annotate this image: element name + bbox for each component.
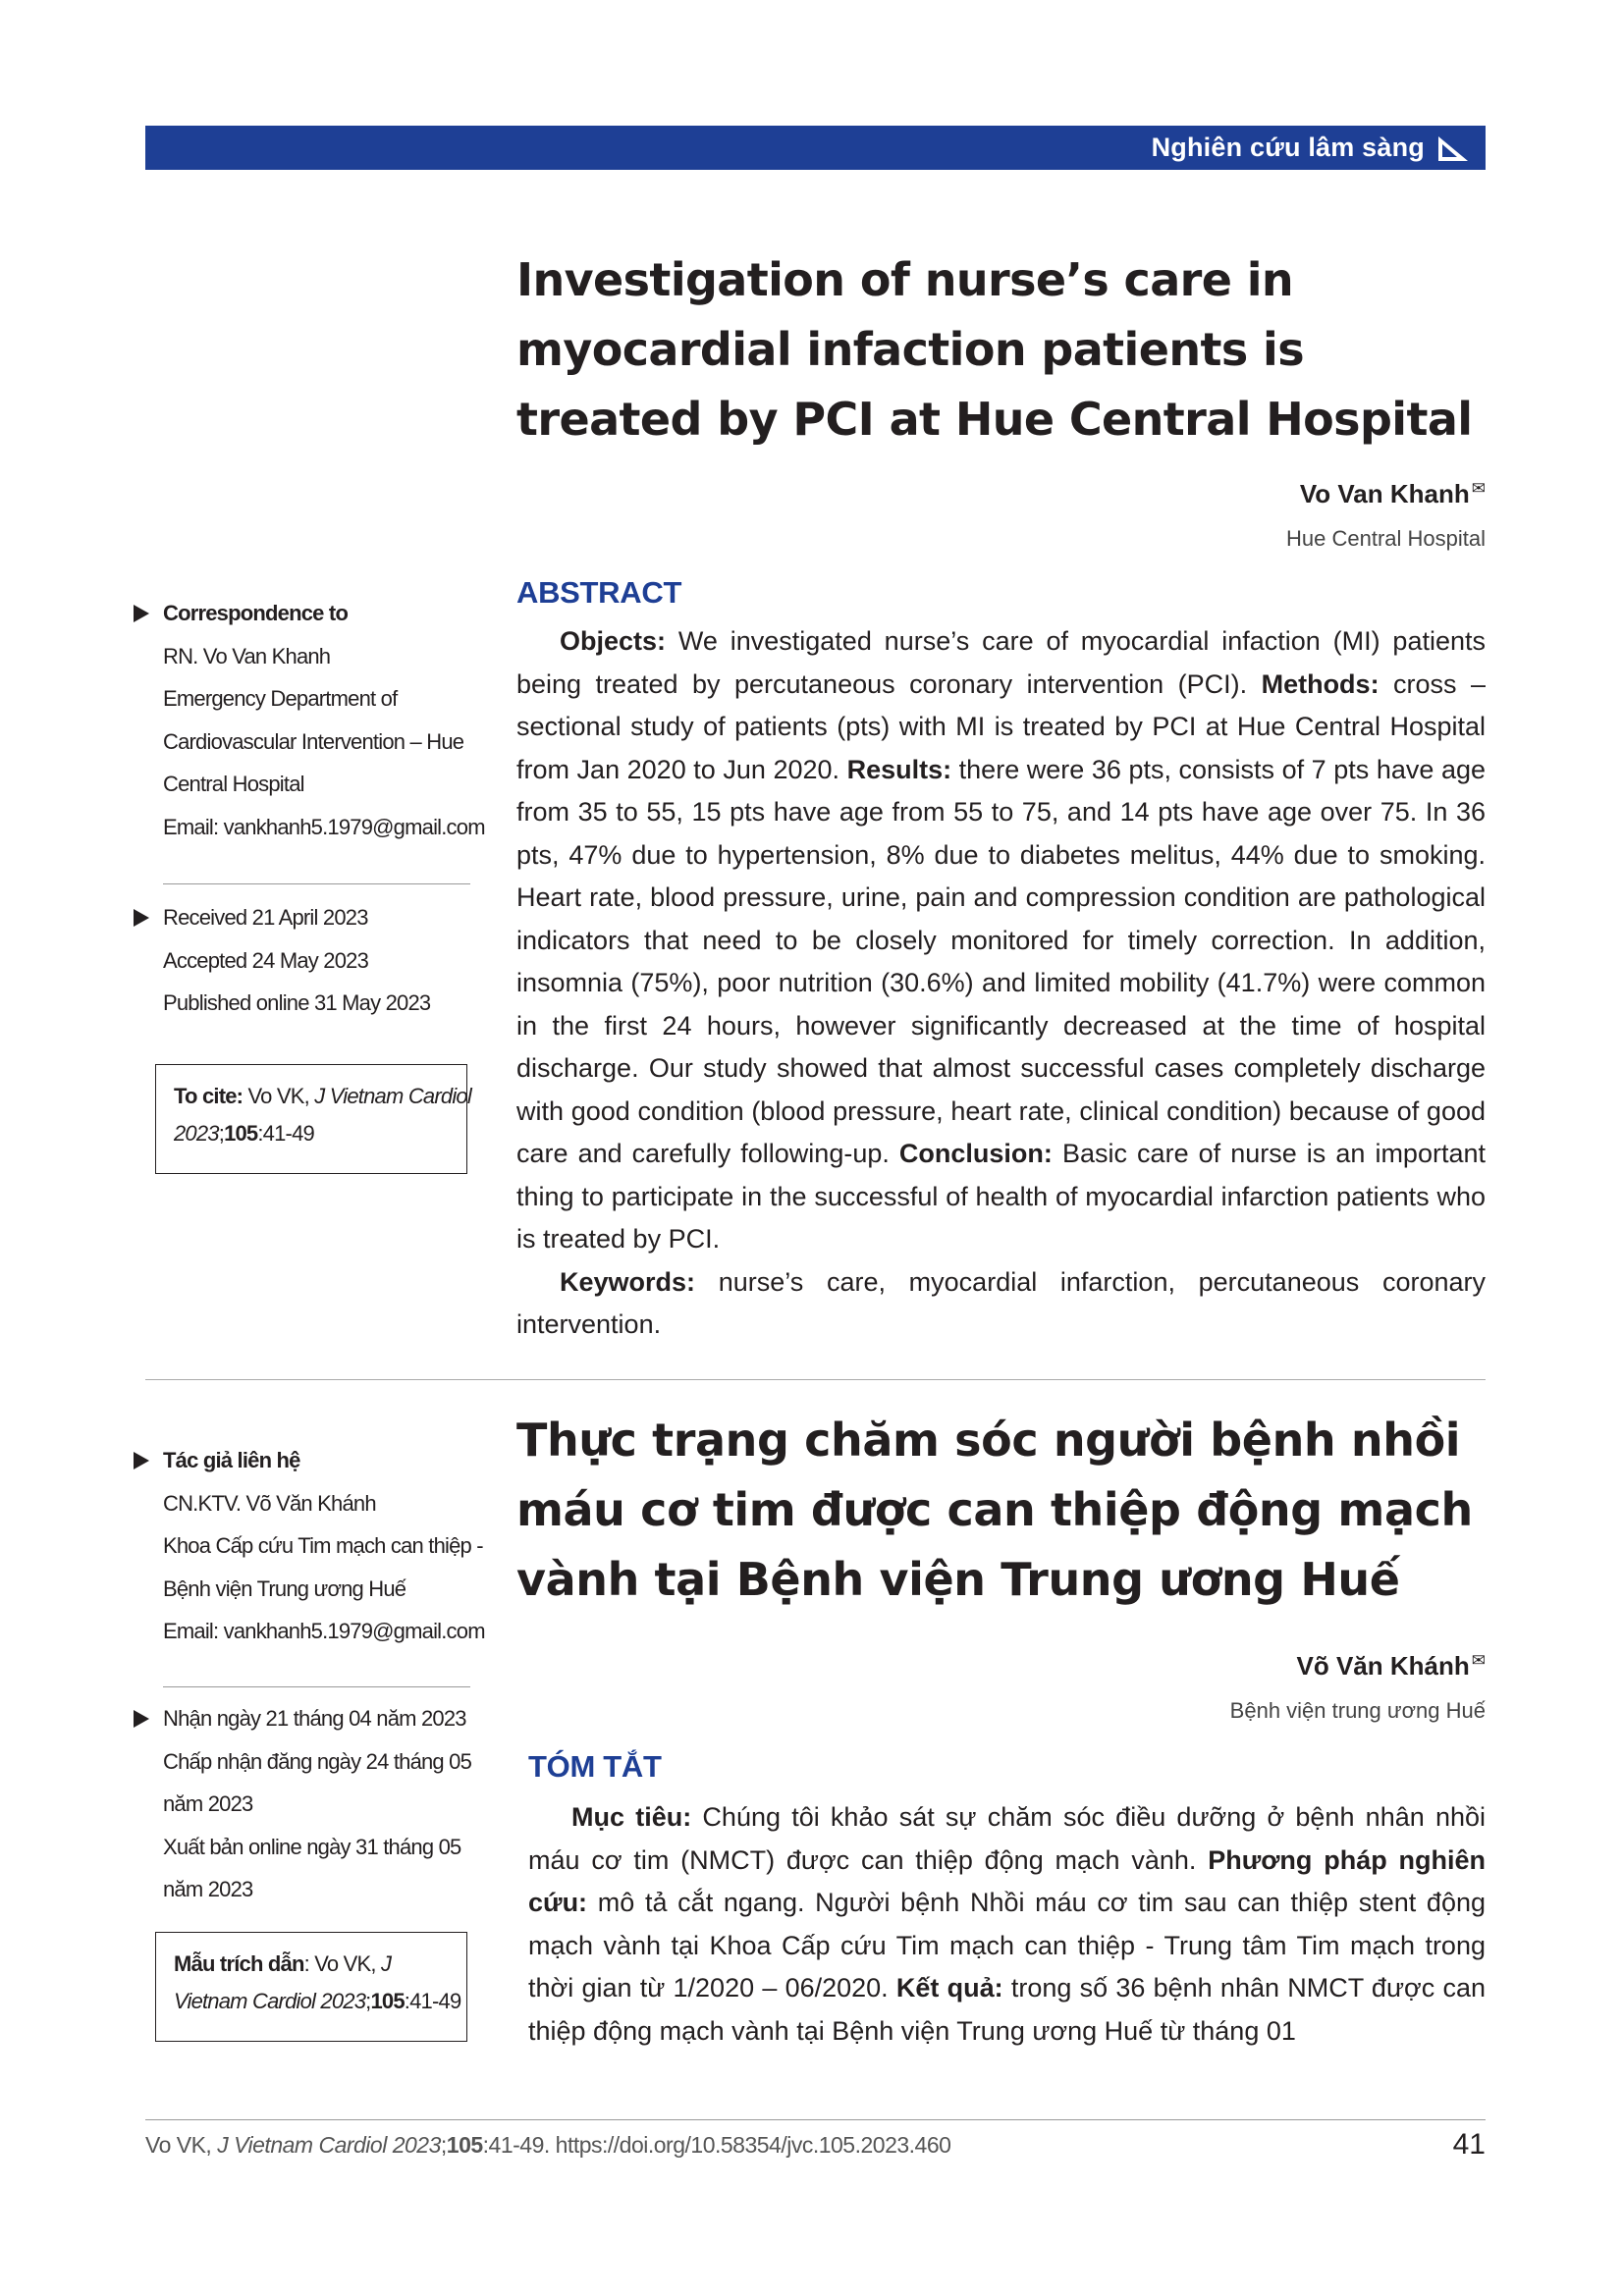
contact-label: Tác giả liên hệ [132,1439,470,1482]
contact-line: Khoa Cấp cứu Tim mạch can thiệp - [163,1533,483,1558]
published-date-vn: năm 2023 [163,1877,253,1901]
citation-box-en: To cite: Vo VK, J Vietnam Cardiol 2023;105:41-49 [155,1064,467,1174]
article-title-en: Investigation of nurse’s care in myocardial infaction patients is treated by PCI at Hue Central Hospital [516,253,1473,446]
section-label: Nghiên cứu lâm sàng [1151,133,1425,162]
abstract-body [516,620,1486,1347]
keywords-paragraph: Keywords: nurse’s care, myocardial infarction, percutaneous coronary intervention. [516,1266,1486,1339]
dates-block [132,896,470,1025]
author-name-vn: Võ Văn Khánh ✉ [1296,1651,1486,1681]
correspondence-line: RN. Vo Van Khanh [163,643,331,668]
summary-body [528,1796,1486,2053]
received-date-vn: Nhận ngày 21 tháng 04 năm 2023 [132,1697,470,1740]
published-date-vn: Xuất bản online ngày 31 tháng 05 [163,1834,461,1859]
section-divider [145,1379,1486,1380]
corner-triangle-icon [1436,133,1470,163]
summary-paragraph: Mục tiêu: Chúng tôi khảo sát sự chăm sóc điều dưỡng ở bệnh nhân nhồi máu cơ tim (NMCT) được can thiệp động mạch vành. Phương pháp nghiên cứu: mô tả cắt ngang. Người bệnh Nhồi máu cơ tim sau can thiệp stent động mạch vành tại Khoa Cấp cứu Tim mạch can thiệp - Trung tâm Tim mạch trong thời gian từ 1/2020 – 06/2020. Kết quả: trong số 36 bệnh nhân NMCT được can thiệp động mạch vành tại Bệnh viện Trung ương Huế từ tháng 01 [528,1802,1486,2046]
contact-line: Bệnh viện Trung ương Huế [163,1575,406,1601]
footer-citation: Vo VK, J Vietnam Cardiol 2023;105:41-49. https://doi.org/10.58354/jvc.105.2023.460 [145,2132,951,2158]
affiliation-en: Hue Central Hospital [1286,526,1486,551]
triangle-bullet-icon [134,1710,149,1728]
triangle-bullet-icon [134,1452,149,1469]
accepted-date-vn: Chấp nhận đăng ngày 24 tháng 05 [163,1748,472,1774]
triangle-bullet-icon [134,909,149,927]
correspondence-line: Central Hospital [163,772,304,796]
correspondence-label: Correspondence to [132,592,470,635]
sidebar-divider [163,1686,470,1687]
accepted-date-vn: năm 2023 [163,1791,253,1816]
correspondence-line: Emergency Department of [163,686,398,711]
contact-line: CN.KTV. Võ Văn Khánh [163,1490,376,1516]
section-banner [145,126,1486,170]
sidebar-divider [163,883,470,884]
published-date: Published online 31 May 2023 [163,990,431,1015]
affiliation-vn: Bệnh viện trung ương Huế [1229,1698,1486,1723]
dates-block-vn [132,1697,470,1911]
footer-rule [145,2119,1486,2120]
received-date: Received 21 April 2023 [132,896,470,939]
envelope-icon: ✉ [1471,1651,1486,1670]
author-name-en: Vo Van Khanh ✉ [1299,479,1486,508]
correspondence-block [132,592,485,848]
page-number: 41 [1452,2128,1486,2161]
abstract-heading: ABSTRACT [516,575,682,610]
summary-heading: TÓM TẮT [528,1749,662,1784]
article-title-vn: Thực trạng chăm sóc người bệnh nhồi máu cơ tim được can thiệp động mạch vành tại Bệnh viện Trung ương Huế [516,1414,1473,1606]
correspondence-email: Email: vankhanh5.1979@gmail.com [163,814,485,839]
contact-email: Email: vankhanh5.1979@gmail.com [163,1619,485,1643]
correspondence-line: Cardiovascular Intervention – Hue [163,728,464,754]
accepted-date: Accepted 24 May 2023 [163,947,369,973]
triangle-bullet-icon [134,605,149,622]
abstract-paragraph: Objects: We investigated nurse’s care of myocardial infaction (MI) patients being treated by percutaneous coronary intervention (PCI). Methods: cross – sectional study of patients (pts) with MI is treated by PCI at Hue Central Hospital from Jan 2020 to Jun 2020. Results: there were 36 pts, consists of 7 pts have age from 35 to 55, 15 pts have age from 55 to 75, and 14 pts have age over 75. In 36 pts, 47% due to hypertension, 8% due to diabetes melitus, 44% due to smoking. Heart rate, blood pressure, urine, pain and compression condition are pathological indicators that need to be closely monitored for timely correction. In addition, insomnia (75%), poor nutrition (30.6%) and limited mobility (41.7%) were common in the first 24 hours, however significantly decreased at the time of hospital discharge. Our study showed that almost successful cases completely discharge with good condition (blood pressure, heart rate, clinical condition) because of good care and carefully following-up. Conclusion: Basic care of nurse is an important thing to participate in the successful of health of myocardial infarction patients who is treated by PCI. [516,626,1486,1254]
envelope-icon: ✉ [1471,479,1486,498]
contact-block [132,1439,485,1653]
citation-box-vn: Mẫu trích dẫn: Vo VK, J Vietnam Cardiol 2023;105:41-49 [155,1932,467,2042]
